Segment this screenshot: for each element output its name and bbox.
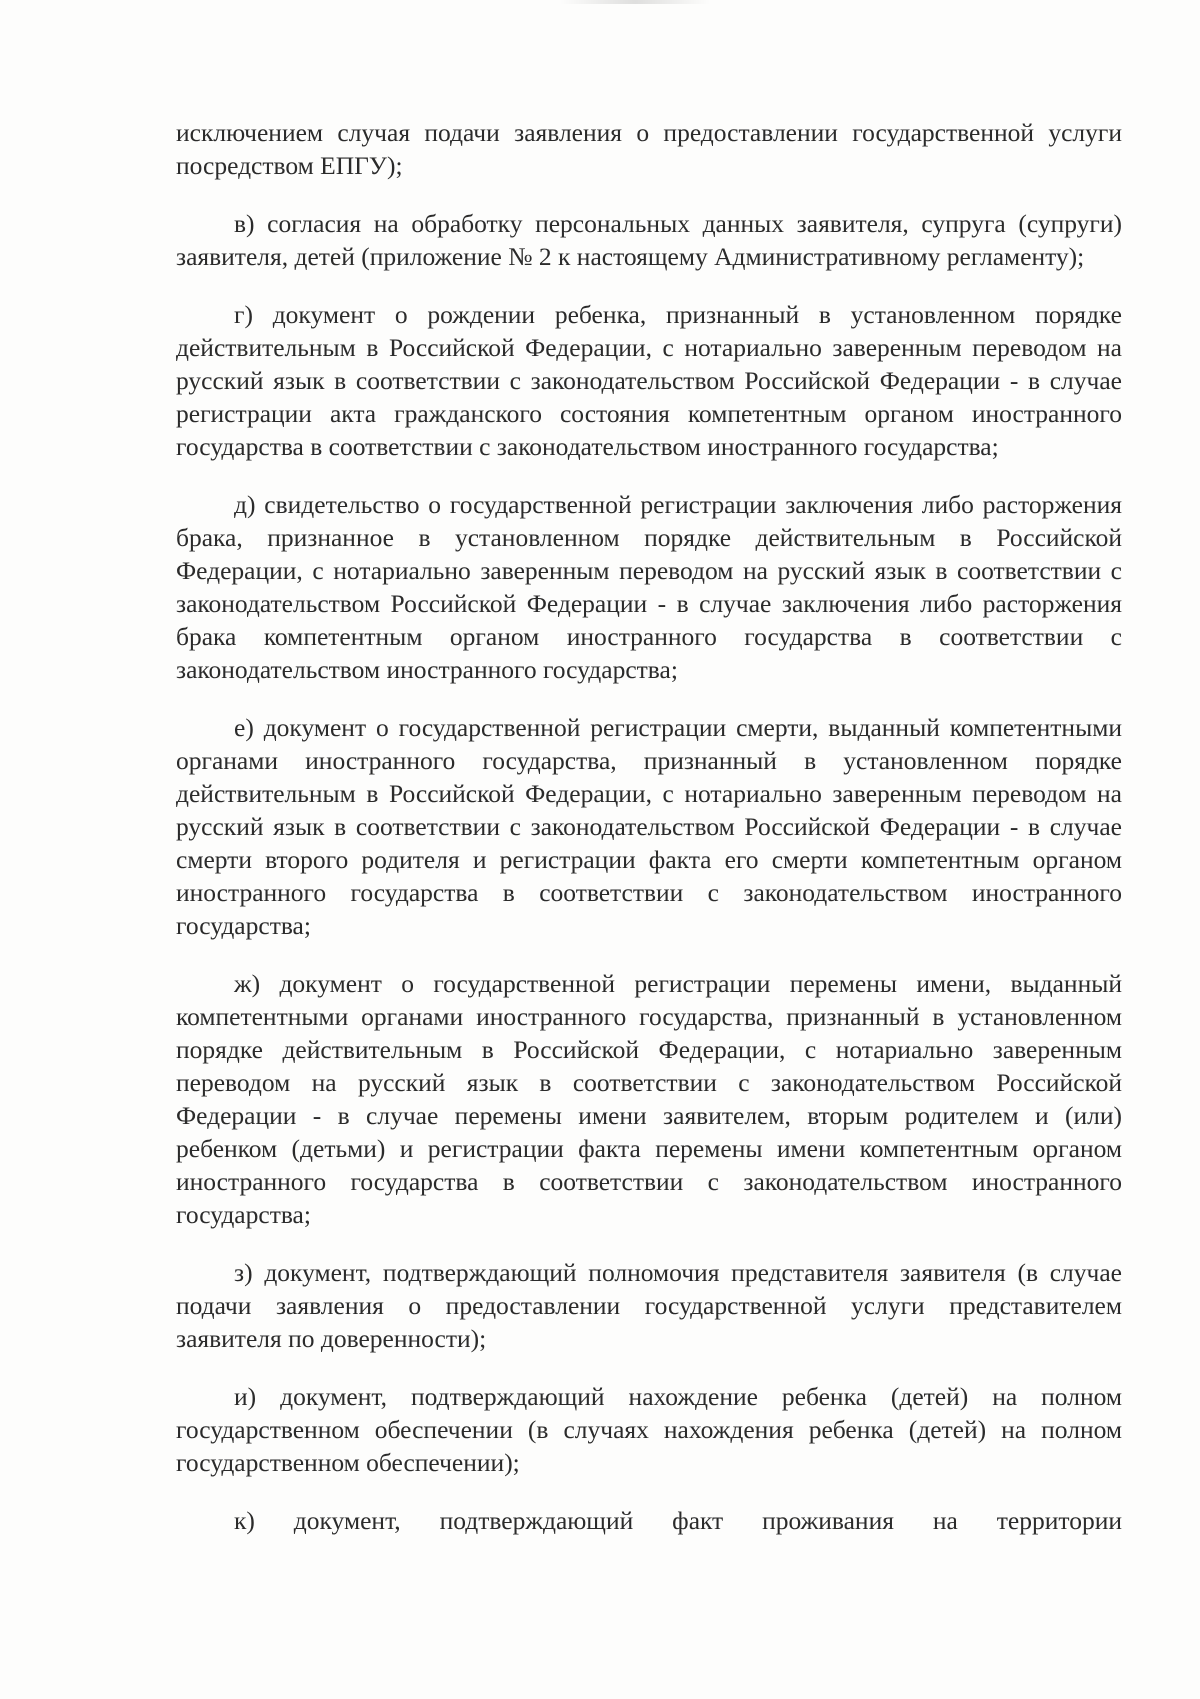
paragraph-item-d: д) свидетельство о государственной регистрации заключения либо расторжения брака, признанное в установленном порядке действительным в Российской Федерации, с нотариально заверенным переводом на русский язык в соответствии с законодательством Российской Федерации - в случае заключения либо расторжения брака компетентным органом иностранного государства в соответствии с законодательством иностранного государства; [176, 490, 1122, 684]
paragraph-item-zh: ж) документ о государственной регистрации перемены имени, выданный компетентными органами иностранного государства, признанный в установленном порядке действительным в Российской Федерации, с нотариально заверенным переводом на русский язык в соответствии с законодательством Российской Федерации - в случае перемены имени заявителем, вторым родителем и (или) ребенком (детьми) и регистрации факта перемены имени компетентным органом иностранного государства в соответствии с законодательством иностранного государства; [176, 969, 1122, 1229]
paragraph-item-e: е) документ о государственной регистрации смерти, выданный компетентными органами иностранного государства, признанный в установленном порядке действительным в Российской Федерации, с нотариально заверенным переводом на русский язык в соответствии с законодательством Российской Федерации - в случае смерти второго родителя и регистрации факта его смерти компетентным органом иностранного государства в соответствии с законодательством иностранного государства; [176, 713, 1122, 940]
paragraph-item-v: в) согласия на обработку персональных данных заявителя, супруга (супруги) заявителя, детей (приложение № 2 к настоящему Административному регламенту); [176, 209, 1122, 271]
paragraph-item-k: к) документ, подтверждающий факт проживания на территории [234, 1506, 1122, 1535]
paragraph-continuation: исключением случая подачи заявления о предоставлении государственной услуги посредством ЕПГУ); [176, 118, 1122, 180]
paragraph-item-g: г) документ о рождении ребенка, признанный в установленном порядке действительным в Российской Федерации, с нотариально заверенным переводом на русский язык в соответствии с законодательством Российской Федерации - в случае регистрации акта гражданского состояния компетентным органом иностранного государства в соответствии с законодательством иностранного государства; [176, 300, 1122, 461]
paragraph-item-z: з) документ, подтверждающий полномочия представителя заявителя (в случае подачи заявления о предоставлении государственной услуги представителем заявителя по доверенности); [176, 1258, 1122, 1353]
document-body [176, 116, 1122, 1562]
paragraph-item-i: и) документ, подтверждающий нахождение ребенка (детей) на полном государственном обеспечении (в случаях нахождения ребенка (детей) на полном государственном обеспечении); [176, 1382, 1122, 1477]
scan-artifact [560, 0, 710, 4]
